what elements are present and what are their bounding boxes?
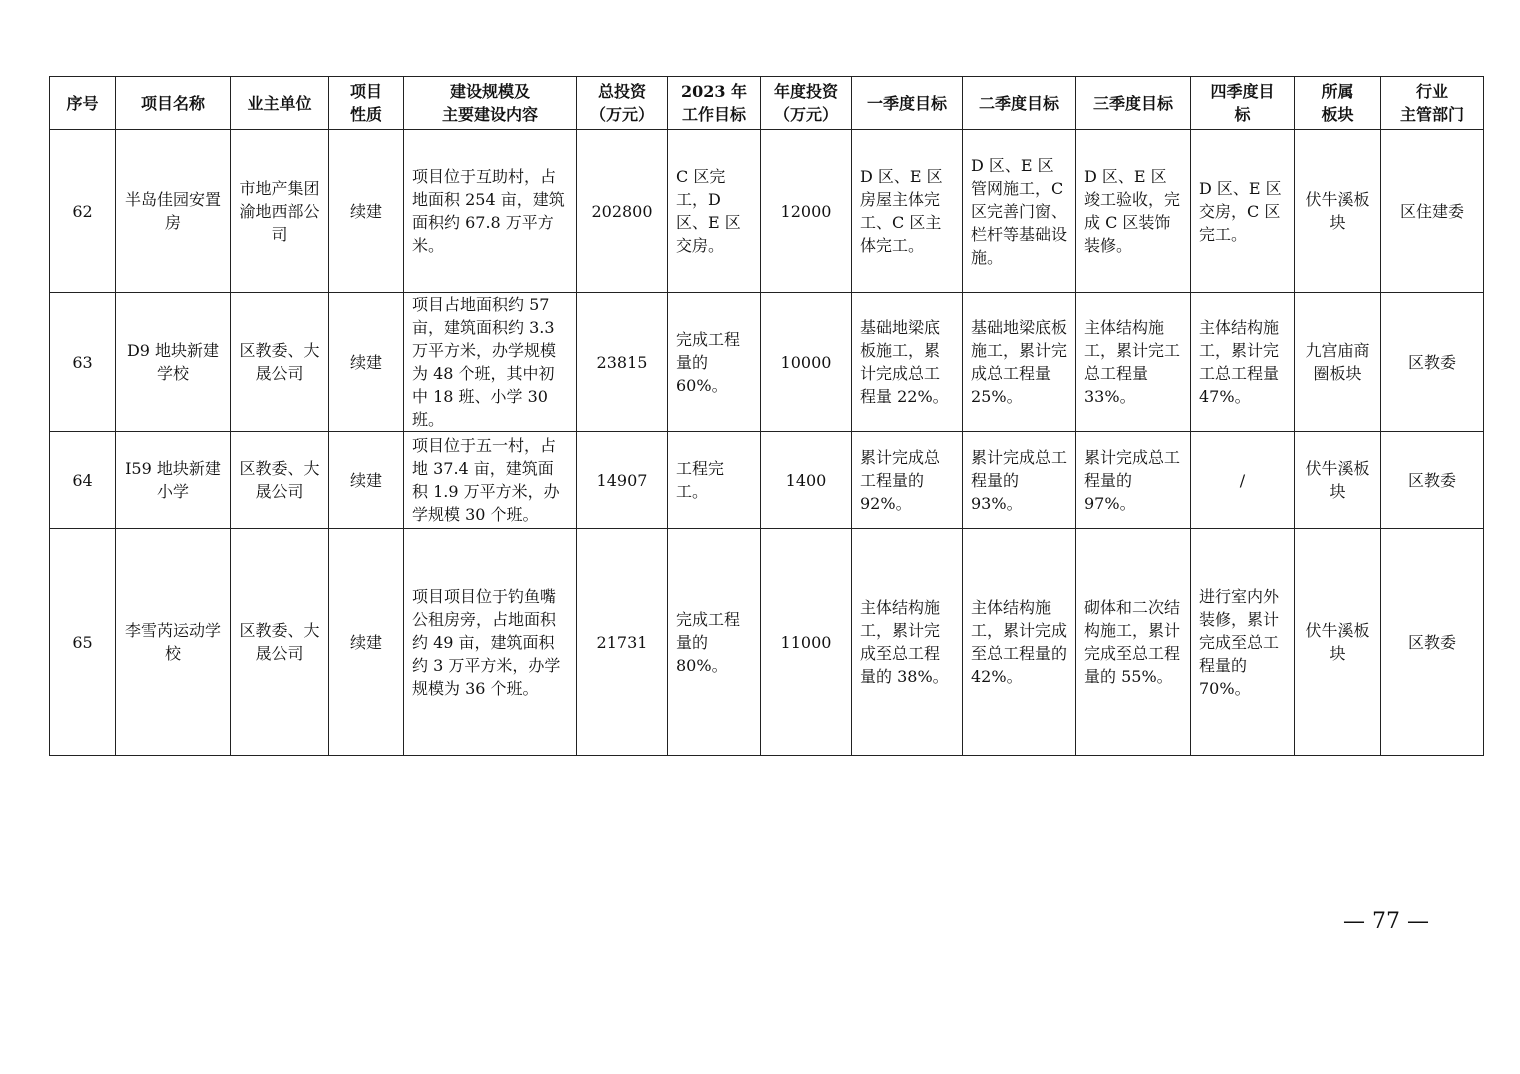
header-sector-line1: 所属 (1321, 82, 1354, 101)
cell-scale: 项目位于五一村，占地 37.4 亩，建筑面积 1.9 万平方米，办学规模 30 个班。 (404, 432, 577, 529)
table-row (50, 130, 1484, 293)
cell-q1: 主体结构施工，累计完成至总工程量的 38%。 (852, 529, 963, 756)
cell-q1: D 区、E 区房屋主体完工、C 区主体完工。 (852, 130, 963, 293)
header-dept (1381, 77, 1484, 130)
cell-q3: 累计完成总工程量的 97%。 (1076, 432, 1191, 529)
header-name: 项目名称 (116, 77, 231, 130)
cell-q2: 基础地梁底板施工，累计完成总工程量 25%。 (963, 293, 1076, 432)
header-q1: 一季度目标 (852, 77, 963, 130)
table-row (50, 432, 1484, 529)
cell-dept: 区教委 (1381, 293, 1484, 432)
header-q3: 三季度目标 (1076, 77, 1191, 130)
header-scale (404, 77, 577, 130)
project-table (49, 76, 1484, 756)
header-nature-line1: 项目 (349, 82, 382, 101)
cell-seq: 65 (50, 529, 116, 756)
header-annual-line2: （万元） (773, 105, 838, 124)
header-total-line2: （万元） (589, 105, 654, 124)
header-q4 (1191, 77, 1295, 130)
cell-goal: 工程完工。 (668, 432, 761, 529)
page-number: — 77 — (1343, 909, 1429, 934)
header-seq: 序号 (50, 77, 116, 130)
header-annual-investment (761, 77, 852, 130)
header-sector-line2: 板块 (1321, 105, 1354, 124)
cell-dept: 区住建委 (1381, 130, 1484, 293)
cell-sector: 九宫庙商圈板块 (1295, 293, 1381, 432)
cell-dept: 区教委 (1381, 529, 1484, 756)
cell-owner: 区教委、大晟公司 (231, 293, 329, 432)
header-nature-line2: 性质 (349, 105, 382, 124)
cell-nature: 续建 (329, 293, 404, 432)
cell-q4: 进行室内外装修，累计完成至总工程量的 70%。 (1191, 529, 1295, 756)
header-annual-line1: 年度投资 (773, 82, 838, 101)
cell-q4: / (1191, 432, 1295, 529)
cell-name: 半岛佳园安置房 (116, 130, 231, 293)
cell-q4: D 区、E 区交房，C 区完工。 (1191, 130, 1295, 293)
cell-scale: 项目占地面积约 57 亩，建筑面积约 3.3 万平方米，办学规模为 48 个班，其中初中 18 班、小学 30 班。 (404, 293, 577, 432)
header-goal-line1: 2023 年 (680, 82, 748, 101)
cell-name: D9 地块新建学校 (116, 293, 231, 432)
cell-seq: 63 (50, 293, 116, 432)
project-table-wrapper (49, 76, 1483, 756)
cell-annual: 12000 (761, 130, 852, 293)
cell-sector: 伏牛溪板块 (1295, 130, 1381, 293)
cell-seq: 62 (50, 130, 116, 293)
cell-q3: 主体结构施工，累计完工总工程量 33%。 (1076, 293, 1191, 432)
header-row (50, 77, 1484, 130)
cell-q2: 主体结构施工，累计完成至总工程量的 42%。 (963, 529, 1076, 756)
header-q2: 二季度目标 (963, 77, 1076, 130)
cell-seq: 64 (50, 432, 116, 529)
cell-q3: D 区、E 区竣工验收，完成 C 区装饰装修。 (1076, 130, 1191, 293)
cell-dept: 区教委 (1381, 432, 1484, 529)
cell-owner: 区教委、大晟公司 (231, 529, 329, 756)
cell-q3: 砌体和二次结构施工，累计完成至总工程量的 55%。 (1076, 529, 1191, 756)
cell-annual: 10000 (761, 293, 852, 432)
cell-total: 14907 (577, 432, 668, 529)
cell-goal: C 区完工，D 区、E 区交房。 (668, 130, 761, 293)
cell-q1: 累计完成总工程量的 92%。 (852, 432, 963, 529)
table-row (50, 529, 1484, 756)
cell-name: 李雪芮运动学校 (116, 529, 231, 756)
cell-total: 23815 (577, 293, 668, 432)
header-q4-line1: 四季度目 (1210, 82, 1275, 101)
cell-goal: 完成工程量的 60%。 (668, 293, 761, 432)
header-owner: 业主单位 (231, 77, 329, 130)
cell-total: 202800 (577, 130, 668, 293)
cell-owner: 市地产集团渝地西部公司 (231, 130, 329, 293)
header-total-line1: 总投资 (597, 82, 646, 101)
cell-scale: 项目项目位于钓鱼嘴公租房旁，占地面积约 49 亩，建筑面积约 3 万平方米，办学规模为 36 个班。 (404, 529, 577, 756)
cell-annual: 1400 (761, 432, 852, 529)
header-dept-line2: 主管部门 (1399, 105, 1464, 124)
cell-goal: 完成工程量的 80%。 (668, 529, 761, 756)
cell-scale: 项目位于互助村，占地面积 254 亩，建筑面积约 67.8 万平方米。 (404, 130, 577, 293)
cell-nature: 续建 (329, 529, 404, 756)
header-work-goal (668, 77, 761, 130)
cell-q2: D 区、E 区管网施工，C 区完善门窗、栏杆等基础设施。 (963, 130, 1076, 293)
header-dept-line1: 行业 (1415, 82, 1448, 101)
cell-q1: 基础地梁底板施工，累计完成总工程量 22%。 (852, 293, 963, 432)
cell-name: I59 地块新建小学 (116, 432, 231, 529)
cell-q4: 主体结构施工，累计完工总工程量 47%。 (1191, 293, 1295, 432)
cell-owner: 区教委、大晟公司 (231, 432, 329, 529)
cell-sector: 伏牛溪板块 (1295, 432, 1381, 529)
cell-q2: 累计完成总工程量的 93%。 (963, 432, 1076, 529)
cell-sector: 伏牛溪板块 (1295, 529, 1381, 756)
cell-annual: 11000 (761, 529, 852, 756)
cell-total: 21731 (577, 529, 668, 756)
header-q4-line2: 标 (1234, 105, 1251, 124)
header-sector (1295, 77, 1381, 130)
header-total-investment (577, 77, 668, 130)
header-scale-line1: 建设规模及 (449, 82, 530, 101)
table-row (50, 293, 1484, 432)
header-nature (329, 77, 404, 130)
header-goal-line2: 工作目标 (681, 105, 746, 124)
cell-nature: 续建 (329, 130, 404, 293)
header-scale-line2: 主要建设内容 (441, 105, 538, 124)
cell-nature: 续建 (329, 432, 404, 529)
